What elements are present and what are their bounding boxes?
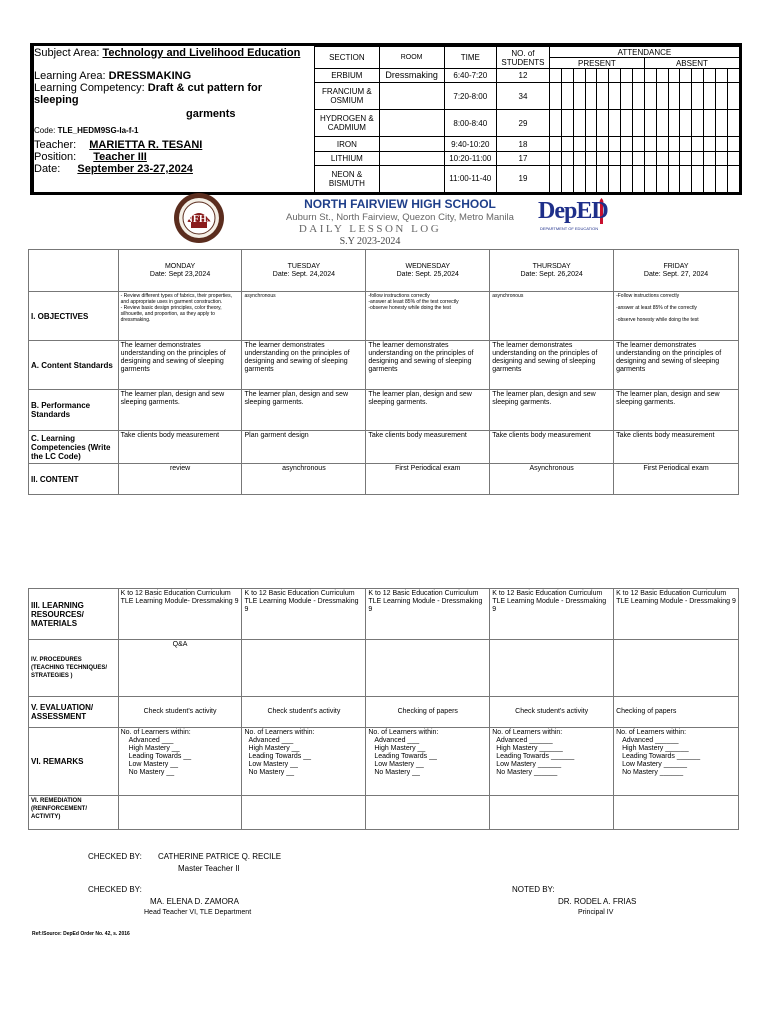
remarks-tuesday: No. of Learners within: Advanced ___ High Mastery __ Leading Towards __ Low Mastery __ No Mastery __ bbox=[242, 728, 366, 796]
log-title: DAILY LESSON LOG bbox=[298, 223, 442, 235]
content-row: II. CONTENT review asynchronous First Periodical exam Asynchronous First Periodical exam bbox=[29, 464, 739, 495]
subject-info: Subject Area: Technology and Livelihood Education Learning Area: DRESSMAKING Learning Competency: Draft & cut pattern for sleeping garments Code: TLE_HEDM9SG-Ia-f-1 Teacher: MARIETTA R. TESANI Position: Teacher III Date: September 23-27,2024 bbox=[33, 46, 315, 192]
procedures-row: IV. PROCEDURES (TEACHING TECHNIQUES/ STRATEGIES ) Q&A bbox=[29, 640, 739, 697]
principal-name: DR. RODEL A. FRIAS bbox=[558, 897, 637, 906]
objectives-row: I. OBJECTIVES - Review different types of fabrics, their properties, and appropriate uses in garment construction. - Review basic design principles, color theory, silhouette, and proportion, as they apply to dressmaking. asynchronous -follow instructions correctly -answer at least 85% of the test correctly -observe honesty while doing the test asynchronous -Follow instructions correctly -answer at least 85% of the correctly -observe honesty while doing the test bbox=[29, 292, 739, 341]
svg-text:NFHS: NFHS bbox=[185, 214, 213, 225]
remediation-row: VI. REMEDIATION (REINFORCEMENT/ ACTIVITY) bbox=[29, 796, 739, 830]
school-name: NORTH FAIRVIEW HIGH SCHOOL bbox=[304, 197, 496, 211]
position-value: Teacher III bbox=[93, 151, 147, 163]
performance-standards-row: B. Performance Standards The learner plan, design and sew sleeping garments. The learner plan, design and sew sleeping garments. The learner plan, design and sew sleeping garments. The learner plan, design and sew sleeping garments. The learner plan, design and sew sleeping garments. bbox=[29, 390, 739, 431]
school-seal-logo bbox=[173, 192, 225, 244]
section-row: NEON & BISMUTH 11:00-11-40 19 bbox=[315, 165, 740, 192]
reference-note: Ref:/Source: DepEd Order No. 42, s. 2016 bbox=[32, 931, 130, 937]
checker-name-1: CATHERINE PATRICE Q. RECILE bbox=[158, 852, 282, 861]
evaluation-row: V. EVALUATION/ ASSESSMENT Check student's activity Check student's activity Checking of papers Check student's activity Checking of papers bbox=[29, 697, 739, 728]
learning-area-value: DRESSMAKING bbox=[108, 70, 192, 82]
deped-logo: DepED DEPARTMENT OF EDUCATION bbox=[538, 196, 618, 236]
remarks-thursday: No. of Learners within: Advanced ______ High Mastery ______ Leading Towards ______ Low Mastery ______ No Mastery ______ bbox=[490, 728, 614, 796]
section-row: ERBIUM Dressmaking 6:40-7:20 12 bbox=[315, 69, 740, 83]
school-year: S.Y 2023-2024 bbox=[339, 236, 401, 247]
lesson-table-lower bbox=[28, 588, 739, 830]
remarks-friday: No. of Learners within: Advanced ______ High Mastery ______ Leading Towards ______ Low Mastery ______ No Mastery ______ bbox=[614, 728, 739, 796]
date-value: September 23-27,2024 bbox=[77, 163, 193, 175]
remarks-row: VI. REMARKS No. of Learners within: Advanced ___ High Mastery __ Leading Towards __ Low Mastery __ No Mastery __ No. of Learners within: Advanced ___ High Mastery __ Leading Towards __ Low Mastery __ No Mastery __ No. of Learners within: Advanced ___ High Mastery __ Leading Towards __ Low Mastery __ No Mastery __ No. of Learners within: Advanced ______ High Mastery ______ Leading Towards ______ Low Mastery ______ No Mastery ______ No. of Learners within: Advanced ______ High Mastery ______ Leading Towards ______ Low Mastery ______ No Mastery ______ bbox=[29, 728, 739, 796]
lesson-table-upper bbox=[28, 249, 739, 495]
day-tuesday: TUESDAY Date: Sept. 24,2024 bbox=[242, 250, 366, 292]
teacher-value: MARIETTA R. TESANI bbox=[89, 139, 203, 151]
code-value: TLE_HEDM9SG-Ia-f-1 bbox=[57, 126, 139, 135]
section-row: FRANCIUM & OSMIUM 7:20-8:00 34 bbox=[315, 83, 740, 110]
day-wednesday: WEDNESDAY Date: Sept. 25,2024 bbox=[366, 250, 490, 292]
deped-logo-text: DepED bbox=[538, 198, 608, 224]
remarks-wednesday: No. of Learners within: Advanced ___ High Mastery __ Leading Towards __ Low Mastery __ No Mastery __ bbox=[366, 728, 490, 796]
attendance-header: ATTENDANCE bbox=[549, 47, 739, 58]
resources-row: III. LEARNING RESOURCES/ MATERIALS K to 12 Basic Education Curriculum TLE Learning Module- Dressmaking 9 K to 12 Basic Education Curriculum TLE Learning Module - Dressmaking 9 K to 12 Basic Education Curriculum TLE Learning Module - Dressmaking 9 K to 12 Basic Education Curriculum TLE Learning Module - Dressmaking 9 K to 12 Basic Education Curriculum TLE Learning Module - Dressmaking 9 bbox=[29, 589, 739, 640]
content-standards-row: A. Content Standards The learner demonstrates understanding on the principles of designing and sewing of sleeping garments The learner demonstrates understanding on the principles of designing and sewing of sleeping garments The learner demonstrates understanding on the principles of designing and sewing of sleeping garments The learner demonstrates understanding on the principles of designing and sewing of sleeping garments The learner demonstrates understanding on the principles of designing and sewing of sleeping garments bbox=[29, 341, 739, 390]
section-table: SECTION ROOM TIME NO. of STUDENTS ATTENDANCE PRESENT ABSENT ERBIUM Dressmaking 6:40-7:20 12 FRANCIUM & OSMIUM 7:20-8:00 34 HYDROGEN & CADMIUM 8:00-8:40 29 IRON 9:40-10:20 18 LITHIUM 10:20-11:00 17 NEON & BISMUTH 11:00-11-40 19 bbox=[314, 46, 740, 193]
school-address: Auburn St., North Fairview, Quezon City, Metro Manila bbox=[286, 212, 514, 223]
section-row: HYDROGEN & CADMIUM 8:00-8:40 29 bbox=[315, 110, 740, 137]
day-friday: FRIDAY Date: Sept. 27, 2024 bbox=[614, 250, 739, 292]
remarks-monday: No. of Learners within: Advanced ___ High Mastery __ Leading Towards __ Low Mastery __ No Mastery __ bbox=[118, 728, 242, 796]
subject-area-value: Technology and Livelihood Education bbox=[102, 47, 301, 59]
day-monday: MONDAY Date: Sept 23,2024 bbox=[118, 250, 242, 292]
day-header-row bbox=[29, 250, 739, 292]
competencies-row: C. Learning Competencies (Write the LC Code) Take clients body measurement Plan garment design Take clients body measurement Take clients body measurement Take clients body measurement bbox=[29, 431, 739, 464]
section-row: LITHIUM 10:20-11:00 17 bbox=[315, 151, 740, 165]
day-thursday: THURSDAY Date: Sept. 26,2024 bbox=[490, 250, 614, 292]
checker-name-2: MA. ELENA D. ZAMORA bbox=[150, 897, 239, 906]
competency-value: Draft & cut pattern for bbox=[147, 82, 263, 94]
section-row: IRON 9:40-10:20 18 bbox=[315, 137, 740, 151]
